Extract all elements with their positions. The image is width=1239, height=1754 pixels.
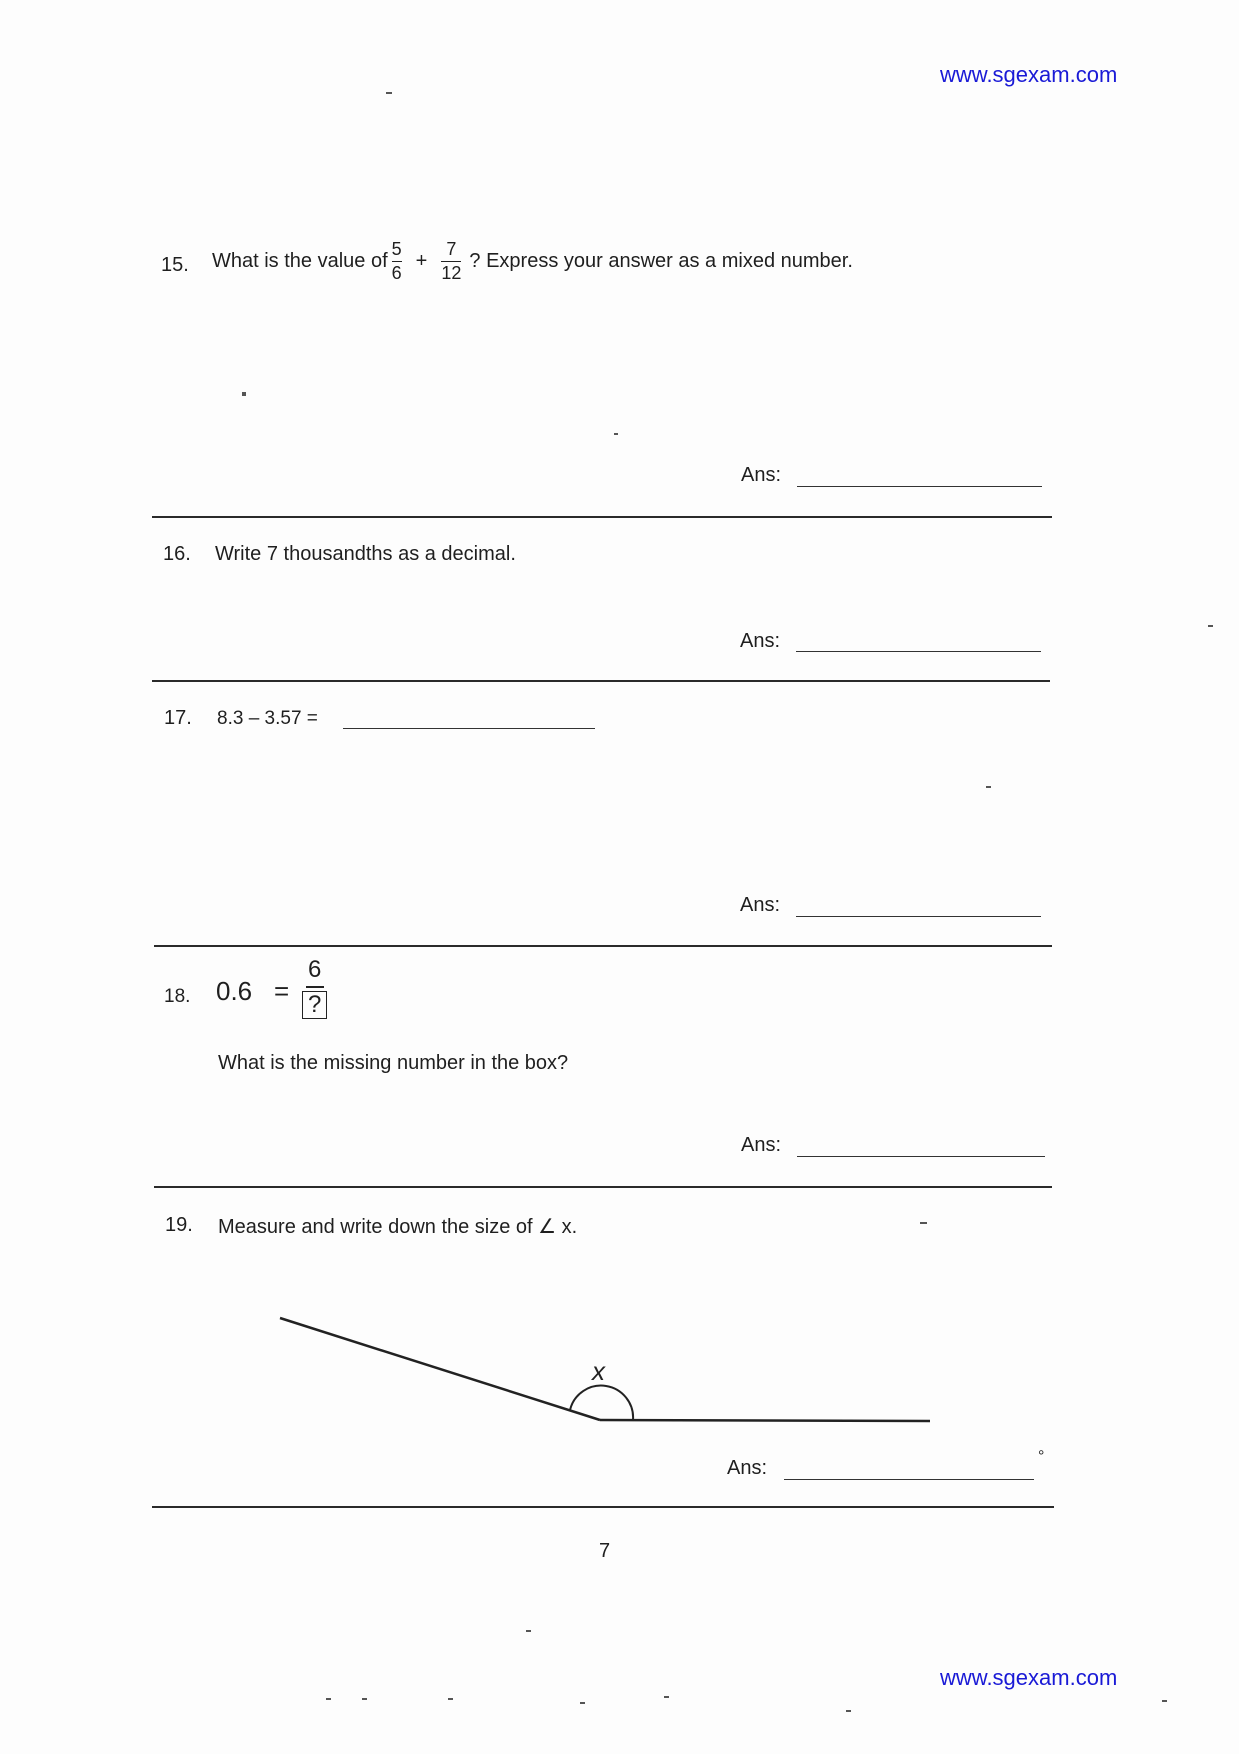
angle-label-x: x: [592, 1356, 605, 1386]
page-number: 7: [599, 1540, 611, 1562]
q15-number: 15.: [161, 254, 189, 276]
separator: [154, 945, 1052, 947]
scan-speck: [242, 392, 246, 396]
scan-speck: [664, 1696, 669, 1698]
scan-speck: [920, 1222, 927, 1224]
q15-frac2-numerator: 7: [446, 239, 457, 259]
q19-ans-label: Ans:: [727, 1457, 768, 1479]
q15-operator: +: [415, 249, 428, 272]
q15-fraction-2: [441, 240, 461, 283]
q15-question: [212, 240, 853, 283]
q18-text: What is the missing number in the box?: [218, 1052, 569, 1074]
q16-number: 16.: [163, 543, 191, 565]
q19-text: Measure and write down the size of ∠ x.: [218, 1216, 578, 1238]
angle-arm-left: [280, 1318, 600, 1420]
q19-answer-line[interactable]: [784, 1479, 1034, 1480]
footer-url[interactable]: www.sgexam.com: [940, 1665, 1118, 1690]
q17-answer-line[interactable]: [796, 916, 1041, 917]
q16-text: Write 7 thousandths as a decimal.: [215, 543, 516, 565]
q15-frac2-denominator: 12: [441, 262, 462, 283]
q15-frac1-denominator: 6: [391, 262, 402, 283]
scan-speck: [448, 1698, 453, 1700]
q18-frac-bar: [306, 986, 324, 988]
q16-answer-line[interactable]: [796, 651, 1041, 652]
header-url[interactable]: www.sgexam.com: [940, 62, 1118, 87]
angle-diagram: [270, 1300, 950, 1430]
angle-arm-right: [600, 1420, 930, 1421]
separator: [152, 516, 1052, 518]
q18-lhs: 0.6: [216, 976, 253, 1006]
q17-number: 17.: [164, 707, 192, 729]
scan-speck: [1208, 625, 1213, 627]
scan-speck: [580, 1702, 585, 1704]
q18-missing-box[interactable]: ?: [302, 991, 327, 1019]
scan-speck: [846, 1710, 851, 1712]
q15-text-before: What is the value of: [212, 249, 388, 272]
separator: [152, 1506, 1054, 1508]
angle-arc: [570, 1386, 633, 1420]
q16-ans-label: Ans:: [740, 630, 781, 652]
scan-speck: [986, 786, 991, 788]
q18-answer-line[interactable]: [797, 1156, 1045, 1157]
scan-speck: [362, 1698, 367, 1700]
q18-number: 18.: [164, 986, 191, 1007]
q19-number: 19.: [165, 1214, 193, 1236]
q18-frac-numerator: 6: [308, 956, 322, 983]
separator: [152, 680, 1050, 682]
scan-speck: [526, 1630, 531, 1632]
q15-frac1-numerator: 5: [391, 239, 402, 259]
separator: [154, 1186, 1052, 1188]
q15-ans-label: Ans:: [741, 464, 782, 486]
scan-speck: [386, 92, 392, 94]
q17-inline-answer-line[interactable]: [343, 728, 595, 729]
q15-answer-line[interactable]: [797, 486, 1042, 487]
scan-speck: [614, 433, 618, 435]
q18-fraction: [302, 957, 327, 1019]
q17-ans-label: Ans:: [740, 894, 781, 916]
q18-ans-label: Ans:: [741, 1134, 782, 1156]
q15-text-after: ? Express your answer as a mixed number.: [469, 249, 853, 272]
q17-expression: 8.3 – 3.57 =: [217, 708, 318, 729]
q15-fraction-1: [392, 240, 402, 283]
q18-equals: =: [274, 976, 290, 1006]
scan-speck: [1162, 1700, 1167, 1702]
scan-speck: [326, 1698, 331, 1700]
degree-symbol: °: [1038, 1448, 1045, 1465]
